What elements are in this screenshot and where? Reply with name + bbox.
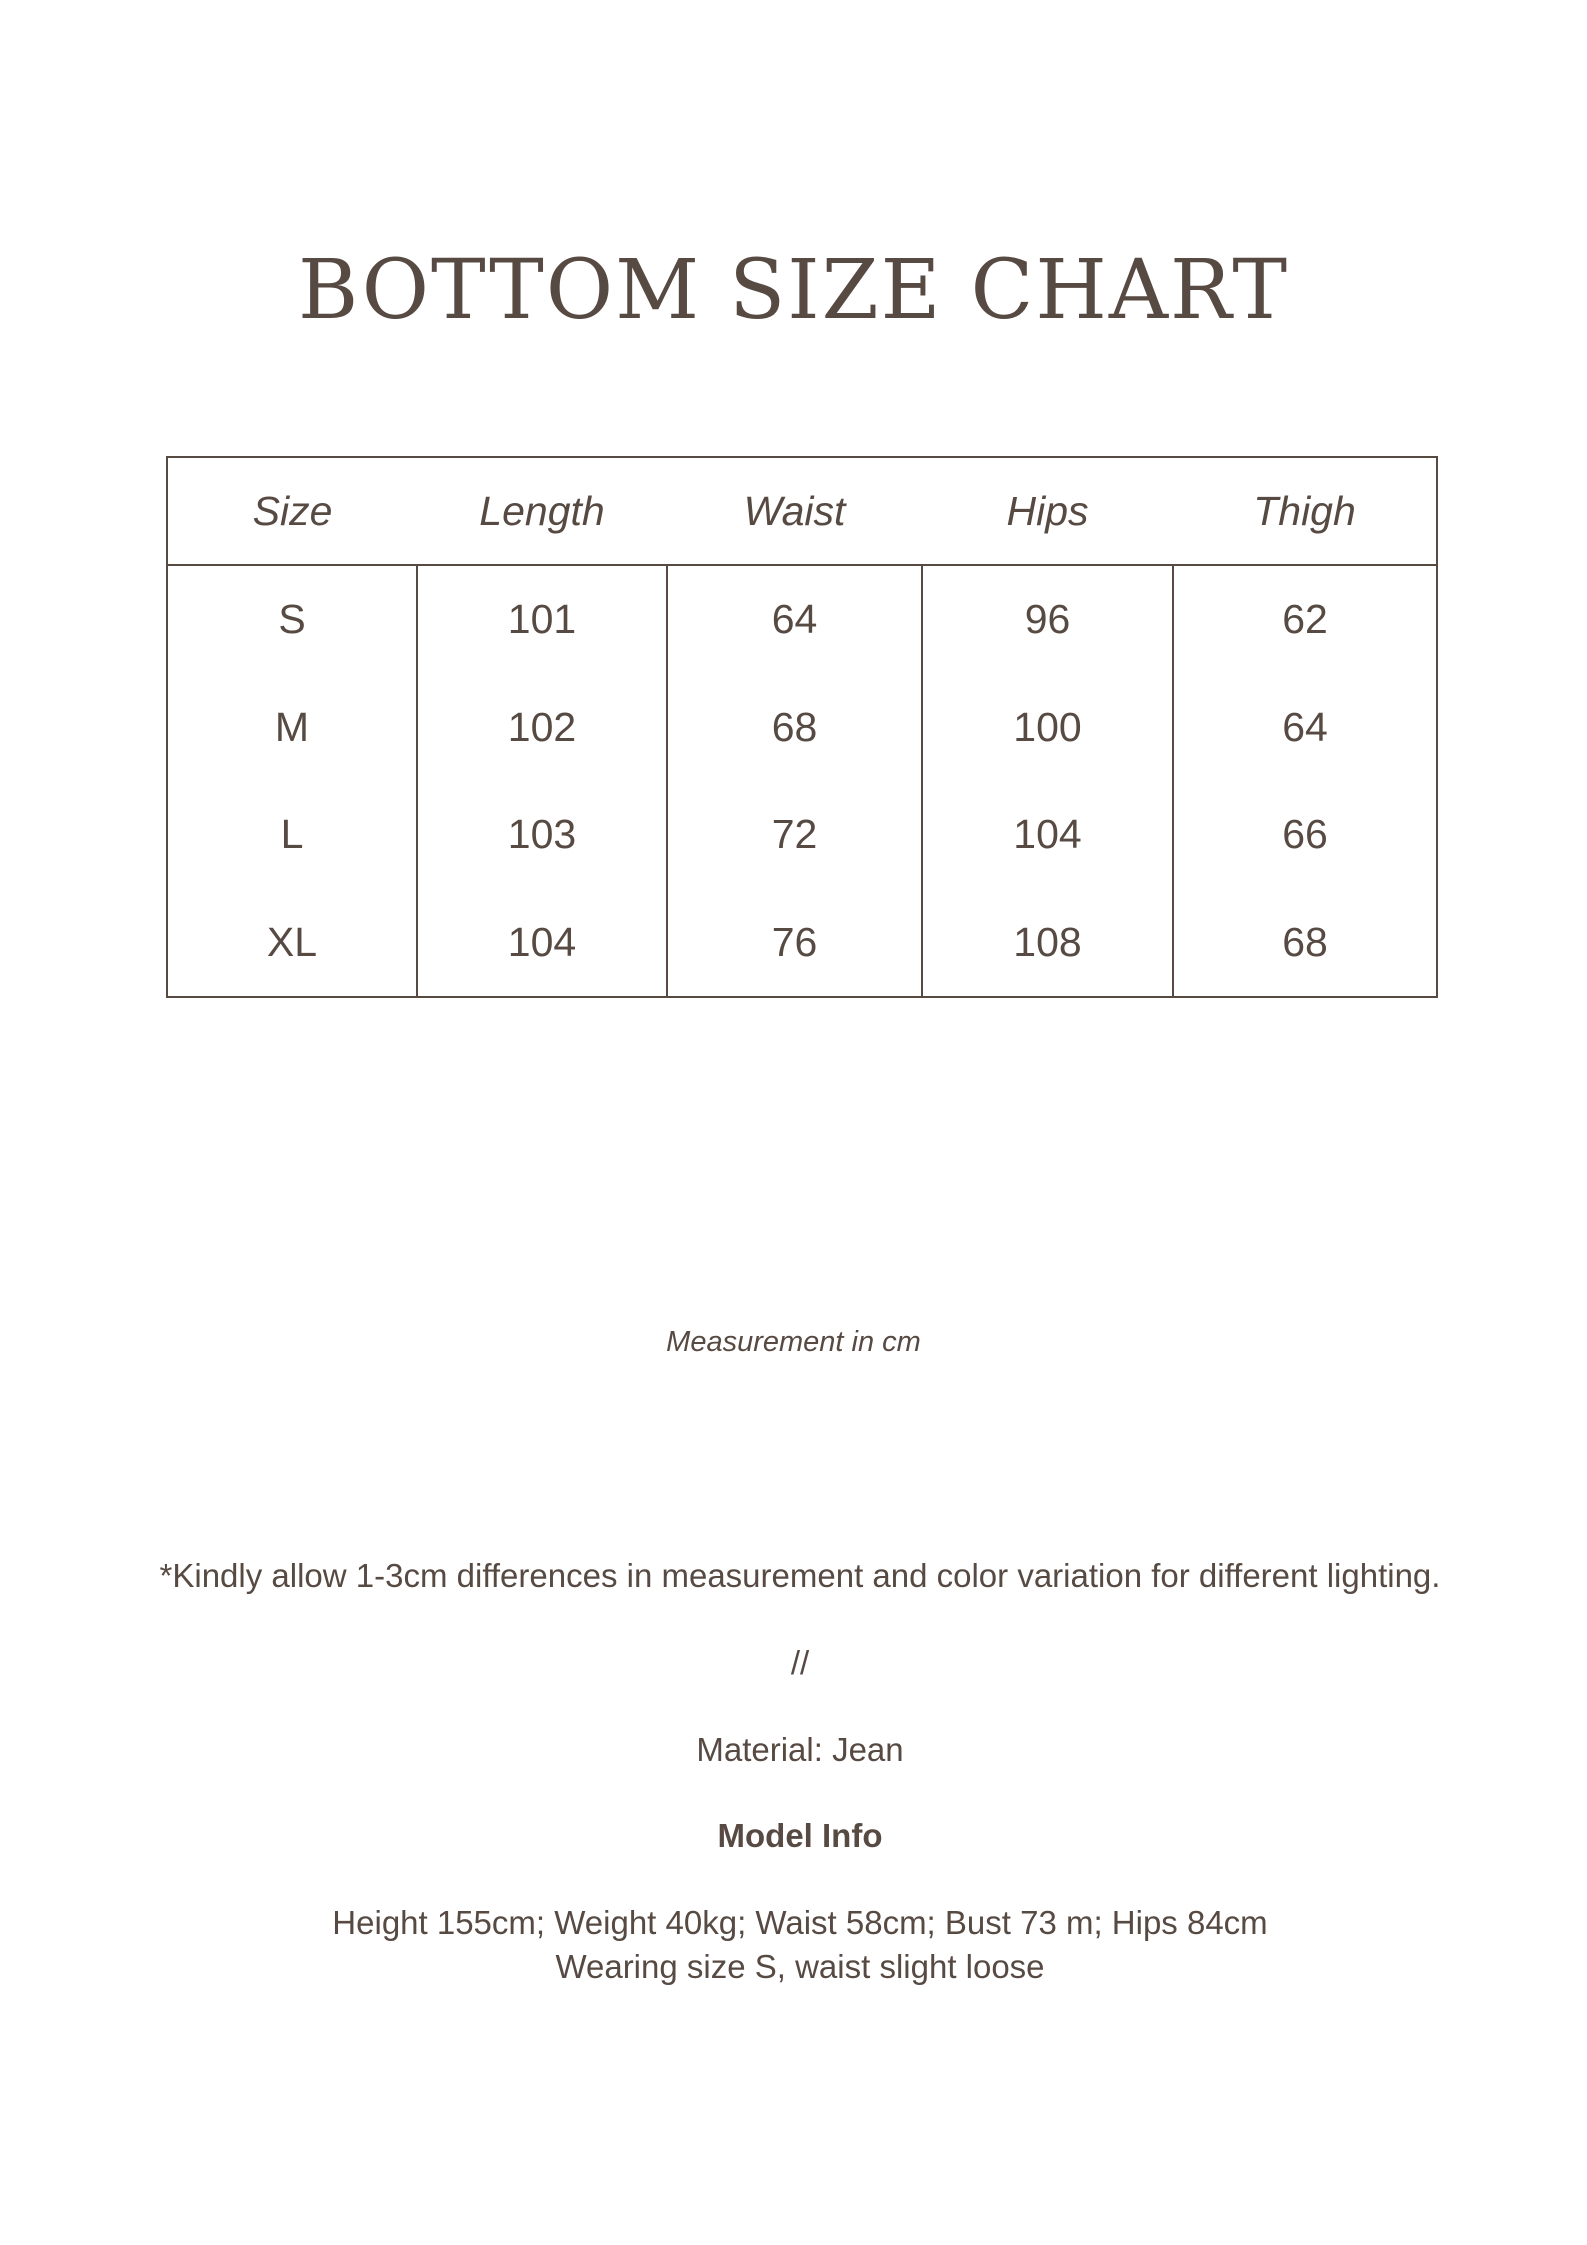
table-cell: 64 [667, 565, 922, 674]
table-cell: 100 [922, 674, 1173, 781]
table-cell: 68 [667, 674, 922, 781]
model-stats-text: Height 155cm; Weight 40kg; Waist 58cm; Bust 73 m; Hips 84cm [332, 1904, 1268, 1941]
size-chart-table [166, 456, 1438, 998]
table-cell: 76 [667, 888, 922, 997]
material-text: Material: Jean [696, 1731, 904, 1768]
disclaimer-text: *Kindly allow 1-3cm differences in measurement and color variation for different lighting. [159, 1557, 1441, 1594]
table-cell: M [274, 703, 310, 750]
table-cell: 101 [417, 565, 667, 674]
column-header-thigh: Thigh [1173, 457, 1437, 565]
table-cell: XL [266, 918, 318, 965]
separator-text: // [790, 1644, 810, 1681]
table-cell: 66 [1173, 781, 1437, 888]
table-cell: 108 [922, 888, 1173, 997]
table-row [167, 888, 1437, 997]
column-header-size: Size [167, 457, 417, 565]
table-row [167, 565, 1437, 674]
table-cell: 68 [1173, 888, 1437, 997]
model-wearing-text: Wearing size S, waist slight loose [555, 1948, 1045, 1985]
table-row [167, 781, 1437, 888]
table-cell: S [278, 596, 306, 643]
table-cell: 62 [1173, 565, 1437, 674]
table-cell: 102 [417, 674, 667, 781]
table-cell: 104 [417, 888, 667, 997]
table-header-row [167, 457, 1437, 565]
column-header-length: Length [417, 457, 667, 565]
table-cell: 104 [922, 781, 1173, 888]
table-cell: 72 [667, 781, 922, 888]
table-row [167, 674, 1437, 781]
table-cell: 64 [1173, 674, 1437, 781]
measurement-unit-note: Measurement in cm [666, 1326, 921, 1358]
table-cell: 96 [922, 565, 1173, 674]
table-cell: 103 [417, 781, 667, 888]
page-title: BOTTOM SIZE CHART [297, 243, 1290, 338]
column-header-waist: Waist [667, 457, 922, 565]
column-header-hips: Hips [922, 457, 1173, 565]
table-cell: L [280, 811, 304, 858]
model-info-heading: Model Info [717, 1817, 883, 1854]
